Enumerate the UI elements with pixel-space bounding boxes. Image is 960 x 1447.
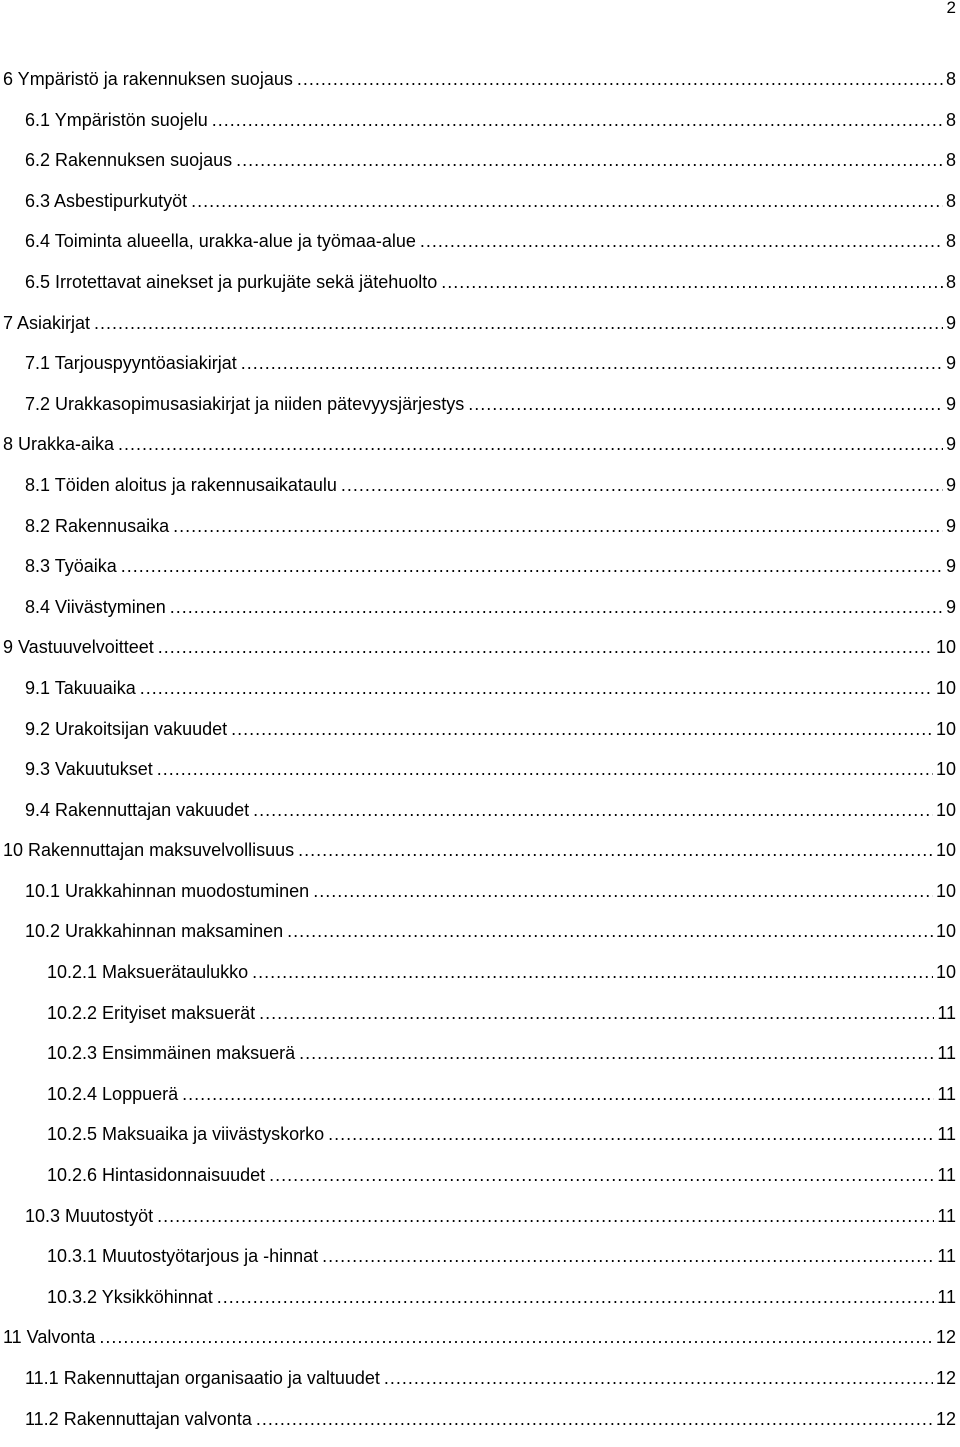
toc-entry-title: 6.4 Toiminta alueella, urakka-alue ja työmaa-alue (25, 231, 416, 252)
toc-dot-leader (118, 432, 943, 456)
toc-entry[interactable] (0, 1244, 956, 1285)
toc-entry[interactable] (0, 1001, 956, 1042)
toc-entry-title: 11 Valvonta (3, 1327, 96, 1348)
toc-dot-leader (299, 1041, 934, 1065)
toc-dot-leader (99, 1325, 933, 1349)
toc-entry[interactable] (0, 270, 956, 311)
toc-entry-title: 10.3.2 Yksikköhinnat (47, 1286, 213, 1307)
toc-entry[interactable] (0, 838, 956, 879)
toc-dot-leader (287, 919, 933, 943)
toc-entry-title: 8.1 Töiden aloitus ja rakennusaikataulu (25, 474, 337, 495)
toc-entry[interactable] (0, 432, 956, 473)
toc-dot-leader (157, 1204, 934, 1228)
toc-entry-page-number: 8 (945, 150, 956, 171)
toc-dot-leader (173, 514, 943, 538)
toc-entry[interactable] (0, 1041, 956, 1082)
toc-entry-title: 10.2.3 Ensimmäinen maksuerä (47, 1043, 296, 1064)
toc-entry-title: 8.4 Viivästyminen (25, 596, 166, 617)
toc-dot-leader (121, 554, 943, 578)
toc-entry[interactable] (0, 1285, 956, 1326)
toc-entry[interactable] (0, 635, 956, 676)
toc-entry-page-number: 8 (945, 69, 956, 89)
toc-entry-title: 9.3 Vakuutukset (25, 759, 153, 780)
toc-dot-leader (94, 311, 943, 335)
page-number: 2 (946, 0, 956, 17)
toc-entry-page-number: 9 (945, 312, 956, 333)
toc-dot-leader (341, 473, 943, 497)
toc-entry-title: 6.5 Irrotettavat ainekset ja purkujäte sekä jätehuolto (25, 271, 438, 292)
toc-entry-page-number: 9 (945, 393, 956, 414)
toc-entry[interactable] (0, 1082, 956, 1123)
toc-entry-page-number: 11 (937, 1083, 956, 1104)
toc-entry-page-number: 10 (935, 880, 956, 901)
toc-entry-title: 11.1 Rakennuttajan organisaatio ja valtuudet (25, 1368, 380, 1388)
toc-entry[interactable] (0, 879, 956, 920)
toc-dot-leader (140, 676, 933, 700)
toc-entry-title: 10.2.5 Maksuaika ja viivästyskorko (47, 1124, 325, 1145)
toc-entry-page-number: 9 (945, 596, 956, 617)
toc-dot-leader (259, 1001, 934, 1025)
toc-entry-title: 10 Rakennuttajan maksuvelvollisuus (3, 840, 295, 861)
toc-entry-title: 8.2 Rakennusaika (25, 515, 170, 536)
toc-dot-leader (384, 1366, 933, 1390)
toc-entry-page-number: 11 (937, 1165, 956, 1186)
toc-dot-leader (157, 757, 933, 781)
toc-entry[interactable] (0, 1163, 956, 1204)
toc-entry-page-number: 11 (937, 1246, 956, 1267)
toc-entry-title: 6.3 Asbestipurkutyöt (25, 190, 188, 211)
toc-entry-page-number: 8 (945, 109, 956, 130)
toc-dot-leader (191, 189, 943, 213)
toc-entry-page-number: 11 (937, 1043, 956, 1064)
toc-dot-leader (328, 1122, 934, 1146)
toc-entry[interactable] (0, 108, 956, 149)
toc-entry[interactable] (0, 595, 956, 636)
toc-entry-page-number: 9 (945, 515, 956, 536)
toc-entry-page-number: 9 (945, 556, 956, 577)
toc-dot-leader (158, 635, 933, 659)
toc-entry-title: 7.2 Urakkasopimusasiakirjat ja niiden pätevyysjärjestys (25, 393, 465, 414)
toc-entry[interactable] (0, 919, 956, 960)
toc-entry-title: 10.2.6 Hintasidonnaisuudet (47, 1165, 266, 1186)
toc-entry-page-number: 8 (945, 190, 956, 211)
toc-entry[interactable] (0, 1366, 956, 1407)
toc-entry[interactable] (0, 514, 956, 555)
toc-dot-leader (241, 351, 943, 375)
toc-entry-title: 10.2.4 Loppuerä (47, 1083, 179, 1104)
toc-entry[interactable] (0, 717, 956, 758)
toc-entry-page-number: 12 (935, 1327, 956, 1348)
toc-entry-page-number: 11 (937, 1124, 956, 1145)
toc-entry-title: 9.2 Urakoitsijan vakuudet (25, 718, 228, 739)
toc-dot-leader (298, 838, 933, 862)
toc-entry-page-number: 11 (937, 1002, 956, 1023)
toc-dot-leader (212, 108, 943, 132)
toc-dot-leader (441, 270, 943, 294)
toc-entry[interactable] (0, 1204, 956, 1245)
toc-entry-page-number: 12 (935, 1408, 956, 1429)
toc-entry-page-number: 9 (945, 353, 956, 374)
toc-entry[interactable] (0, 1122, 956, 1163)
toc-entry[interactable] (0, 1325, 956, 1366)
toc-dot-leader (297, 67, 943, 91)
toc-entry-page-number: 11 (937, 1286, 956, 1307)
toc-entry-title: 9 Vastuuvelvoitteet (3, 637, 154, 658)
toc-entry-title: 6 Ympäristö ja rakennuksen suojaus (3, 69, 293, 89)
toc-entry-page-number: 11 (937, 1205, 956, 1226)
toc-entry-title: 11.2 Rakennuttajan valvonta (25, 1408, 252, 1429)
toc-entry-page-number: 10 (935, 677, 956, 698)
toc-dot-leader (256, 1407, 933, 1431)
toc-entry[interactable] (0, 392, 956, 433)
toc-entry-title: 10.3.1 Muutostyötarjous ja -hinnat (47, 1246, 319, 1267)
table-of-contents (0, 67, 956, 1447)
toc-entry[interactable] (0, 148, 956, 189)
toc-entry-title: 7 Asiakirjat (3, 312, 91, 333)
toc-entry-title: 9.4 Rakennuttajan vakuudet (25, 799, 250, 820)
toc-entry[interactable] (0, 351, 956, 392)
toc-entry[interactable] (0, 676, 956, 717)
toc-entry-page-number: 8 (945, 271, 956, 292)
toc-entry-page-number: 10 (935, 921, 956, 942)
toc-entry[interactable] (0, 67, 956, 108)
toc-entry-title: 8 Urakka-aika (3, 434, 115, 455)
toc-entry-title: 10.1 Urakkahinnan muodostuminen (25, 880, 310, 901)
toc-entry-page-number: 12 (935, 1368, 956, 1388)
toc-dot-leader (236, 148, 943, 172)
toc-entry[interactable] (0, 1407, 956, 1447)
toc-dot-leader (182, 1082, 934, 1106)
toc-entry-page-number: 8 (945, 231, 956, 252)
toc-entry-title: 9.1 Takuuaika (25, 677, 136, 698)
toc-entry[interactable] (0, 554, 956, 595)
toc-dot-leader (170, 595, 943, 619)
toc-entry-page-number: 9 (945, 434, 956, 455)
toc-dot-leader (217, 1285, 935, 1309)
toc-entry-title: 10.2.2 Erityiset maksuerät (47, 1002, 256, 1023)
toc-entry-page-number: 10 (935, 840, 956, 861)
toc-entry[interactable] (0, 311, 956, 352)
toc-entry-title: 7.1 Tarjouspyyntöasiakirjat (25, 353, 237, 374)
toc-entry-title: 10.2 Urakkahinnan maksaminen (25, 921, 284, 942)
toc-entry-title: 10.3 Muutostyöt (25, 1205, 154, 1226)
toc-entry[interactable] (0, 960, 956, 1001)
toc-entry[interactable] (0, 798, 956, 839)
toc-entry[interactable] (0, 189, 956, 230)
toc-entry-page-number: 10 (935, 759, 956, 780)
toc-entry-title: 10.2.1 Maksuerätaulukko (47, 962, 249, 983)
toc-dot-leader (253, 798, 933, 822)
toc-entry-page-number: 10 (935, 799, 956, 820)
toc-entry-page-number: 10 (935, 962, 956, 983)
toc-entry-page-number: 9 (945, 474, 956, 495)
toc-dot-leader (468, 392, 943, 416)
toc-dot-leader (420, 229, 943, 253)
toc-dot-leader (269, 1163, 934, 1187)
toc-entry[interactable] (0, 473, 956, 514)
toc-dot-leader (322, 1244, 934, 1268)
toc-dot-leader (252, 960, 933, 984)
toc-dot-leader (231, 717, 933, 741)
toc-entry-title: 8.3 Työaika (25, 556, 117, 577)
toc-entry-title: 6.2 Rakennuksen suojaus (25, 150, 233, 171)
toc-entry[interactable] (0, 757, 956, 798)
toc-entry-title: 6.1 Ympäristön suojelu (25, 109, 208, 130)
toc-entry-page-number: 10 (935, 718, 956, 739)
toc-dot-leader (313, 879, 933, 903)
toc-entry-page-number: 10 (935, 637, 956, 658)
toc-entry[interactable] (0, 229, 956, 270)
